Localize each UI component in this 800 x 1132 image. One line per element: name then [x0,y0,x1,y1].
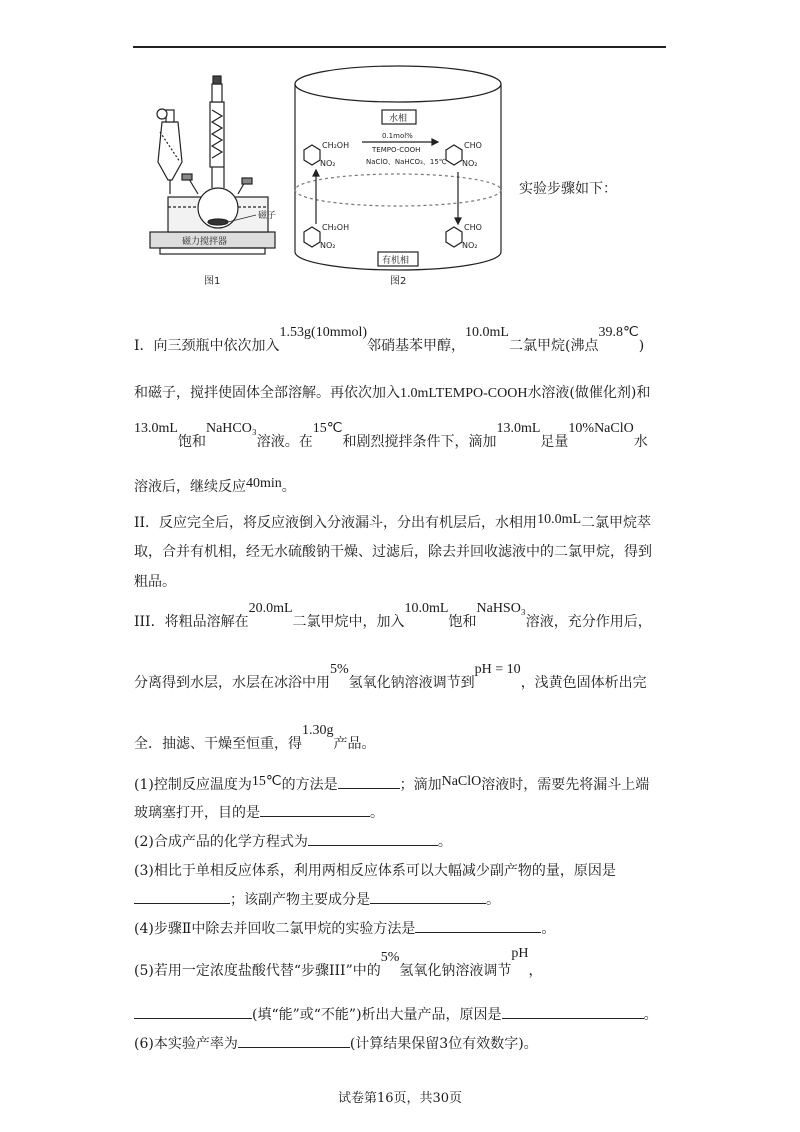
step1-line2 [134,382,650,402]
question-5-line2 [134,1004,658,1024]
answer-blank[interactable] [134,1018,252,1019]
text: (5)若用一定浓度盐酸代替“步骤III”中的 [134,963,381,979]
question-1-line1 [134,774,649,794]
answer-blank[interactable] [308,845,438,846]
text: 水溶液(做催化剂)和 [527,385,651,401]
text: 二氯甲烷中，加入 [292,614,405,630]
product-bottom-group: CHO [464,223,482,232]
text: 的方法是 [281,777,338,793]
answer-blank[interactable] [370,903,486,904]
condition-reagents: NaClO、NaHCO₃、15℃ [366,158,447,166]
reagent: 10%NaClO [568,421,634,436]
answer-blank[interactable] [260,816,370,817]
text: 足量 [540,434,569,450]
answer-blank[interactable] [238,1047,350,1048]
magnet-label: 磁子 [258,211,277,221]
text: 饱和 [448,614,477,630]
reactant-top-no2: NO₂ [320,159,336,168]
figure1-caption: 图1 [204,276,221,287]
quantity: 40min [246,476,282,491]
step3-line3 [134,723,376,753]
text: (6)本实验产率为 [134,1036,238,1052]
text: 氢氧化钠溶液调节到 [348,675,475,691]
answer-blank[interactable] [134,903,230,904]
question-2 [134,831,452,851]
step3-line1 [134,601,652,631]
text: ；该副产物主要成分是 [230,892,370,908]
text: ) [638,338,645,354]
text: 和剧烈搅拌条件下，滴加 [342,434,497,450]
text: 。 [643,1007,658,1023]
ph-label: pH [511,946,529,961]
step1-line4 [134,476,296,496]
text: 溶液后，继续反应 [134,479,246,495]
text: 氢氧化钠溶液调节 [399,963,512,979]
quantity: 13.0mL [496,421,541,436]
question-3-line1: (3)相比于单相反应体系，利用两相反应体系可以大幅减少副产物的量，原因是 [134,863,616,879]
text: II．反应完全后，将反应液倒入分液漏斗，分出有机层后，水相用 [134,515,538,531]
reactant-bottom-group: CH₂OH [322,223,350,232]
page-footer: 试卷第16页，共30页 [337,1091,463,1106]
text: 。 [437,834,452,850]
figure1-apparatus [150,76,275,254]
text: 。 [486,892,500,908]
step2-line3: 粗品。 [134,574,176,590]
text: (2)合成产品的化学方程式为 [134,834,308,850]
text: (1)控制反应温度为 [134,777,252,793]
text: (4)步骤Ⅱ中除去并回收二氯甲烷的实验方法是 [134,921,416,937]
reactant-bottom-no2: NO₂ [320,241,336,250]
text: ，浅黄色固体析出完 [520,675,647,691]
quantity: 15℃ [312,421,343,436]
condition-catalyst-amount: 0.1mol% [382,132,413,140]
text: 饱和 [177,434,206,450]
text: 全．抽滤、干燥至恒重，得 [134,736,302,752]
header-rule [133,46,666,48]
figure2-cylinder [295,66,501,270]
quantity: 1.30g [302,723,334,738]
aqueous-phase-label: 水相 [389,114,408,124]
text: 分离得到水层，水层在冰浴中用 [134,675,330,691]
reactant-top-group: CH₂OH [322,141,350,150]
ph-value: pH = 10 [474,662,521,677]
text: 溶液，充分作用后， [525,614,652,630]
text: 产品。 [333,736,376,752]
condition-catalyst: TEMPO-COOH [372,146,421,154]
answer-blank[interactable] [338,788,400,789]
question-5-line1 [134,946,543,980]
text: 。 [370,805,384,821]
text: III．将粗品溶解在 [134,614,249,630]
question-4 [134,918,555,938]
step1-line3 [134,421,648,451]
question-1-line2 [134,802,384,822]
text: 。 [281,479,296,495]
step3-line2 [134,662,647,692]
organic-phase-label: 有机相 [382,256,410,266]
text: 邻硝基苯甲醇， [367,338,466,354]
quantity: 5% [330,662,349,677]
reagent: NaClO [441,774,482,789]
text: 溶液时，需要先将漏斗上端 [481,777,650,793]
quantity: 15℃ [251,774,282,789]
text: 水 [633,434,648,450]
text: ；滴加 [399,777,442,793]
text: 。 [541,921,556,937]
reagent: NaHSO₃ [476,601,526,616]
reagent: NaHCO₃ [205,421,257,436]
quantity: 13.0mL [134,421,178,436]
quantity: 20.0mL [248,601,293,616]
text: 二氯甲烷(沸点 [508,338,599,354]
text: 和磁子，搅拌使固体全部溶解。再依次加入 [134,385,400,401]
text: 二氯甲烷萃 [581,515,652,531]
quantity: 5% [380,950,400,965]
question-3-line2 [134,889,500,909]
reagent: 1.0mLTEMPO-COOH [400,386,528,401]
figures [140,62,510,292]
step1-line1 [134,325,645,355]
product-top-no2: NO₂ [462,159,478,168]
quantity: 10.0mL [465,325,509,340]
quantity: 10.0mL [404,601,449,616]
text: (填“能”或“不能”)析出大量产品，原因是 [252,1007,502,1023]
step2-line1 [134,512,651,532]
question-6 [134,1033,538,1053]
quantity: 1.53g(10mmol) [279,325,368,340]
quantity: 10.0mL [537,512,582,527]
text: ， [528,963,543,979]
text: 玻璃塞打开，目的是 [134,805,260,821]
quantity: 39.8℃ [598,325,639,340]
steps-intro: 实验步骤如下： [519,181,617,197]
step2-line2: 取，合并有机相，经无水硫酸钠干燥、过滤后，除去并回收滤液中的二氯甲烷，得到 [134,544,652,560]
product-top-group: CHO [464,141,482,150]
text: I．向三颈瓶中依次加入 [134,338,280,354]
text: (计算结果保留3位有效数字)。 [349,1036,538,1052]
answer-blank[interactable] [415,932,541,933]
text: 溶液。在 [256,434,313,450]
figure2-caption: 图2 [390,276,407,287]
answer-blank[interactable] [502,1018,644,1019]
stirrer-label: 磁力搅拌器 [182,237,228,247]
product-bottom-no2: NO₂ [462,241,478,250]
